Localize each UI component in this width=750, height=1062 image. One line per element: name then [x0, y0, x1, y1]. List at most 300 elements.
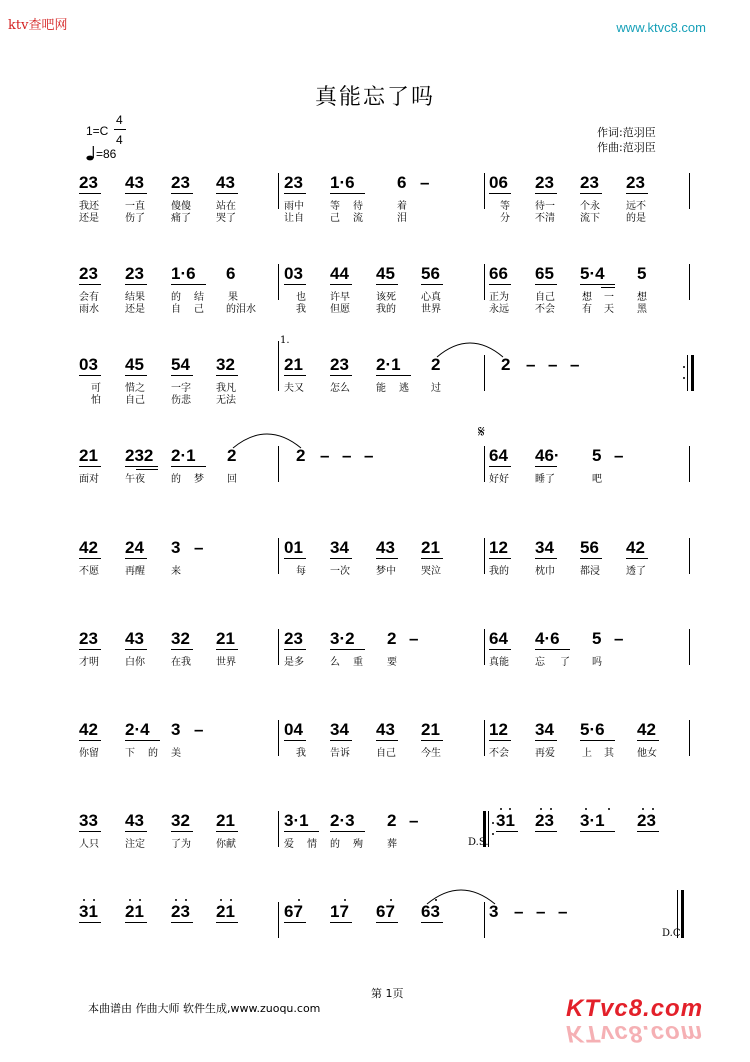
music-system — [0, 902, 750, 972]
bar-line — [689, 446, 690, 482]
underline — [79, 922, 101, 923]
lyric: 的是 — [626, 213, 646, 224]
bar-line — [278, 264, 279, 300]
note-dash: – — [342, 446, 352, 465]
bar-line — [484, 264, 485, 300]
lyric: 让自 — [284, 213, 304, 224]
note-group: 34 — [535, 720, 554, 739]
lyric: 永远 — [489, 304, 509, 315]
note-group: 1·6 — [330, 173, 355, 192]
lyric: 怎么 — [330, 383, 350, 394]
lyric: 想 — [637, 292, 647, 303]
lyric: 结 — [194, 292, 204, 303]
underline — [125, 740, 160, 741]
note-group: 2·3 — [330, 811, 355, 830]
high-octave-dot — [220, 899, 222, 901]
high-octave-dot — [93, 899, 95, 901]
underline — [330, 558, 352, 559]
site-logo[interactable]: KTvc8.com — [566, 995, 704, 1022]
note-group: 6 — [226, 264, 236, 283]
lyric: 你留 — [79, 748, 99, 759]
underline — [626, 558, 648, 559]
note-group: 21 — [79, 446, 98, 465]
note-dash: – — [194, 720, 204, 739]
underline — [421, 922, 443, 923]
note-group: 21 — [421, 538, 440, 557]
lyric: 等 — [330, 201, 340, 212]
lyric: 有 — [582, 304, 592, 315]
underline — [171, 922, 193, 923]
lyric: 我的 — [376, 304, 396, 315]
underline — [171, 649, 193, 650]
da-capo-mark: D.C. — [662, 928, 684, 939]
lyric: 我还 — [79, 201, 99, 212]
lyric: 但愿 — [330, 304, 350, 315]
note-group: 6 — [397, 173, 407, 192]
lyric: 逃 — [399, 383, 409, 394]
volta-bracket-label: 1. — [280, 335, 290, 346]
lyric: 个永 — [580, 201, 600, 212]
segno-icon: 𝄋 — [478, 422, 485, 441]
lyric: 雨中 — [284, 201, 304, 212]
underline — [171, 375, 193, 376]
note-group: 2 — [387, 629, 397, 648]
underline — [580, 740, 615, 741]
underline — [496, 831, 518, 832]
key-signature: 1=C — [86, 124, 109, 138]
lyric: 一 — [604, 292, 614, 303]
note-group: 2·1 — [376, 355, 401, 374]
lyric: 也 — [296, 292, 306, 303]
lyric: 么 — [330, 657, 340, 668]
bar-line — [484, 720, 485, 756]
lyric: 无法 — [216, 395, 236, 406]
underline — [580, 284, 615, 285]
lyric: 过 — [431, 383, 441, 394]
underline — [580, 558, 602, 559]
site-url-right[interactable]: www.ktvc8.com — [616, 20, 706, 35]
lyric: 你献 — [216, 839, 236, 850]
lyric: 每 — [296, 566, 306, 577]
lyric: 站在 — [216, 201, 236, 212]
lyric: 自 — [171, 304, 181, 315]
high-octave-dot — [540, 808, 542, 810]
lyric: 要 — [387, 657, 397, 668]
underline — [79, 831, 101, 832]
note-group: 21 — [216, 629, 235, 648]
note-group: 21 — [216, 902, 235, 921]
note-group: 31 — [496, 811, 515, 830]
note-dash: – — [526, 355, 536, 374]
site-name-left: ktv查吧网 — [8, 18, 68, 33]
underline — [489, 193, 511, 194]
underline — [376, 558, 398, 559]
high-octave-dot — [652, 808, 654, 810]
lyric: 能 — [376, 383, 386, 394]
note-dash: – — [548, 355, 558, 374]
repeat-dot — [492, 822, 494, 824]
underline — [376, 375, 411, 376]
high-octave-dot — [435, 899, 437, 901]
note-group: 65 — [535, 264, 554, 283]
lyric: 流 — [353, 213, 363, 224]
note-group: 232 — [125, 446, 154, 465]
note-group: 5 — [637, 264, 647, 283]
note-group: 5 — [592, 629, 602, 648]
note-group: 2 — [387, 811, 397, 830]
note-group: 34 — [535, 538, 554, 557]
lyric: 己 — [194, 304, 204, 315]
underline — [125, 375, 147, 376]
underline — [79, 284, 101, 285]
underline — [125, 922, 147, 923]
high-octave-dot — [298, 899, 300, 901]
underline — [637, 831, 659, 832]
lyric: 美 — [171, 748, 181, 759]
lyric: 痛了 — [171, 213, 191, 224]
underline — [79, 558, 101, 559]
lyric: 我 — [296, 304, 306, 315]
underline — [421, 740, 443, 741]
lyric: 回 — [227, 474, 237, 485]
note-group: 3 — [489, 902, 499, 921]
note-group: 34 — [330, 538, 349, 557]
lyric: 我 — [296, 748, 306, 759]
underline — [79, 193, 101, 194]
note-group: 3 — [171, 538, 181, 557]
underline — [489, 466, 511, 467]
lyric: 一直 — [125, 201, 145, 212]
note-group: 42 — [626, 538, 645, 557]
lyric: 己 — [330, 213, 340, 224]
underline — [284, 649, 306, 650]
lyric: 下 — [125, 748, 135, 759]
music-system — [0, 264, 750, 334]
lyric: 黑 — [637, 304, 647, 315]
note-group: 31 — [79, 902, 98, 921]
bar-line — [687, 355, 688, 391]
page-number: 第 1页 — [371, 987, 404, 1000]
note-dash: – — [558, 902, 568, 921]
lyric: 来 — [171, 566, 181, 577]
high-octave-dot — [500, 808, 502, 810]
note-group: 23 — [330, 355, 349, 374]
tie-arc — [435, 337, 505, 359]
note-group: 24 — [125, 538, 144, 557]
song-title: 真能忘了吗 — [314, 85, 435, 110]
lyric: 着 — [397, 201, 407, 212]
lyric: 在我 — [171, 657, 191, 668]
note-group: 21 — [216, 811, 235, 830]
repeat-end-bar — [691, 355, 694, 391]
underline — [637, 740, 659, 741]
underline — [421, 558, 443, 559]
note-group: 54 — [171, 355, 190, 374]
bar-line — [484, 538, 485, 574]
underline — [79, 375, 101, 376]
note-group: 23 — [626, 173, 645, 192]
note-dash: – — [570, 355, 580, 374]
underline — [580, 193, 602, 194]
note-group: 23 — [580, 173, 599, 192]
high-octave-dot — [509, 808, 511, 810]
high-octave-dot — [175, 899, 177, 901]
lyric: 面对 — [79, 474, 99, 485]
note-group: 63 — [421, 902, 440, 921]
lyric: 他女 — [637, 748, 657, 759]
underline — [136, 469, 158, 470]
note-dash: – — [614, 629, 624, 648]
music-system — [0, 720, 750, 790]
note-group: 1·6 — [171, 264, 196, 283]
bar-line — [278, 811, 279, 847]
underline — [125, 649, 147, 650]
dal-segno-mark: D.S. — [468, 837, 489, 848]
lyric: 世界 — [421, 304, 441, 315]
lyric: 自己 — [376, 748, 396, 759]
note-group: 23 — [171, 173, 190, 192]
lyric: 的 — [171, 474, 181, 485]
note-dash: – — [409, 629, 419, 648]
high-octave-dot — [83, 899, 85, 901]
bar-line — [484, 446, 485, 482]
bar-line — [689, 720, 690, 756]
lyric: 雨水 — [79, 304, 99, 315]
note-group: 43 — [125, 629, 144, 648]
lyric: 爱 — [284, 839, 294, 850]
note-group: 23 — [79, 629, 98, 648]
underline — [580, 831, 615, 832]
note-group: 56 — [580, 538, 599, 557]
underline — [421, 284, 443, 285]
note-group: 32 — [171, 629, 190, 648]
note-group: 06 — [489, 173, 508, 192]
underline — [171, 193, 193, 194]
note-group: 21 — [284, 355, 303, 374]
underline — [79, 466, 101, 467]
lyric: 心真 — [421, 292, 441, 303]
underline — [284, 740, 306, 741]
lyric: 的 — [171, 292, 181, 303]
music-system — [0, 629, 750, 699]
lyric: 自己 — [535, 292, 555, 303]
underline — [376, 922, 398, 923]
underline — [376, 740, 398, 741]
lyric: 傻傻 — [171, 201, 191, 212]
lyric: 梦中 — [376, 566, 396, 577]
note-group: 21 — [125, 902, 144, 921]
tempo-marking — [86, 145, 116, 161]
lyric: 结果 — [125, 292, 145, 303]
note-group: 01 — [284, 538, 303, 557]
lyric: 该死 — [376, 292, 396, 303]
bar-line — [278, 341, 279, 391]
underline — [171, 466, 206, 467]
note-group: 3·1 — [580, 811, 605, 830]
lyric: 了为 — [171, 839, 191, 850]
underline — [216, 193, 238, 194]
underline — [330, 375, 352, 376]
underline — [535, 649, 570, 650]
note-dash: – — [514, 902, 524, 921]
note-group: 23 — [284, 173, 303, 192]
underline — [535, 740, 557, 741]
note-group: 3·2 — [330, 629, 355, 648]
lyric: 不会 — [535, 304, 555, 315]
lyric: 上 — [582, 748, 592, 759]
note-dash: – — [320, 446, 330, 465]
lyric: 伤悲 — [171, 395, 191, 406]
high-octave-dot — [608, 808, 610, 810]
time-signature-numerator: 4 — [116, 113, 123, 127]
lyric: 想 — [582, 292, 592, 303]
lyric: 夫又 — [284, 383, 304, 394]
bar-line — [278, 902, 279, 938]
bar-line — [278, 173, 279, 209]
underline — [489, 649, 511, 650]
underline — [216, 831, 238, 832]
note-group: 23 — [535, 811, 554, 830]
high-octave-dot — [550, 808, 552, 810]
lyric: 吗 — [592, 657, 602, 668]
underline — [216, 649, 238, 650]
high-octave-dot — [185, 899, 187, 901]
underline — [284, 922, 306, 923]
note-group: 66 — [489, 264, 508, 283]
underline — [284, 284, 306, 285]
lyric: 是多 — [284, 657, 304, 668]
note-group: 64 — [489, 629, 508, 648]
lyric: 人只 — [79, 839, 99, 850]
lyric: 白你 — [125, 657, 145, 668]
lyric: 分 — [500, 213, 510, 224]
bar-line — [689, 264, 690, 300]
note-group: 45 — [376, 264, 395, 283]
underline — [125, 284, 147, 285]
note-group: 5·4 — [580, 264, 605, 283]
lyric: 其 — [604, 748, 614, 759]
lyric: 注定 — [125, 839, 145, 850]
bar-line — [484, 173, 485, 209]
underline — [535, 284, 557, 285]
note-group: 23 — [79, 264, 98, 283]
underline — [330, 831, 365, 832]
bar-line — [278, 629, 279, 665]
note-group: 3 — [171, 720, 181, 739]
note-group: 12 — [489, 538, 508, 557]
note-group: 32 — [216, 355, 235, 374]
lyric: 怕 — [91, 395, 101, 406]
lyric: 自己 — [125, 395, 145, 406]
note-group: 23 — [171, 902, 190, 921]
note-group: 23 — [284, 629, 303, 648]
lyric: 不愿 — [79, 566, 99, 577]
underline — [489, 558, 511, 559]
lyric: 许早 — [330, 292, 350, 303]
bar-line — [689, 629, 690, 665]
note-group: 44 — [330, 264, 349, 283]
note-group: 64 — [489, 446, 508, 465]
underline — [330, 922, 352, 923]
note-group: 56 — [421, 264, 440, 283]
repeat-dot — [492, 833, 494, 835]
note-group: 43 — [376, 538, 395, 557]
note-group: 43 — [216, 173, 235, 192]
note-group: 4·6 — [535, 629, 560, 648]
note-group: 2 — [431, 355, 441, 374]
underline — [125, 466, 158, 467]
lyric: 一次 — [330, 566, 350, 577]
repeat-dot — [683, 366, 685, 368]
note-dash: – — [420, 173, 430, 192]
lyricist-credit: 作词:范羽臣 — [597, 126, 656, 139]
note-group: 04 — [284, 720, 303, 739]
high-octave-dot — [139, 899, 141, 901]
underline — [330, 649, 365, 650]
lyric: 重 — [353, 657, 363, 668]
lyric: 忘 — [535, 657, 545, 668]
lyric: 伤了 — [125, 213, 145, 224]
bar-line — [278, 446, 279, 482]
lyric: 吧 — [592, 474, 602, 485]
lyric: 流下 — [580, 213, 600, 224]
note-group: 23 — [125, 264, 144, 283]
lyric: 好好 — [489, 474, 509, 485]
bar-line — [689, 538, 690, 574]
note-group: 67 — [284, 902, 303, 921]
lyric: 都浸 — [580, 566, 600, 577]
lyric: 哭了 — [216, 213, 236, 224]
lyric: 才明 — [79, 657, 99, 668]
composer-credit: 作曲:范羽臣 — [597, 141, 656, 154]
bar-line — [484, 902, 485, 938]
underline — [216, 375, 238, 376]
note-dash: – — [364, 446, 374, 465]
note-dash: – — [536, 902, 546, 921]
note-group: 43 — [125, 173, 144, 192]
lyric: 殉 — [353, 839, 363, 850]
note-group: 17 — [330, 902, 349, 921]
underline — [79, 649, 101, 650]
lyric: 再爱 — [535, 748, 555, 759]
note-group: 23 — [79, 173, 98, 192]
underline — [284, 831, 319, 832]
underline — [284, 558, 306, 559]
music-system — [0, 173, 750, 243]
lyric: 午夜 — [125, 474, 145, 485]
high-octave-dot — [344, 899, 346, 901]
lyric: 葬 — [387, 839, 397, 850]
bar-line — [484, 355, 485, 391]
lyric: 的 — [330, 839, 340, 850]
underline — [601, 287, 615, 288]
note-group: 45 — [125, 355, 144, 374]
note-group: 5 — [592, 446, 602, 465]
note-dash: – — [614, 446, 624, 465]
lyric: 我的 — [489, 566, 509, 577]
note-group: 3·1 — [284, 811, 309, 830]
lyric: 哭泣 — [421, 566, 441, 577]
lyric: 泪 — [397, 213, 407, 224]
music-system — [0, 538, 750, 608]
underline — [79, 740, 101, 741]
bar-line — [689, 173, 690, 209]
underline — [330, 193, 365, 194]
lyric: 一字 — [171, 383, 191, 394]
lyric: 天 — [604, 304, 614, 315]
high-octave-dot — [642, 808, 644, 810]
underline — [535, 193, 557, 194]
